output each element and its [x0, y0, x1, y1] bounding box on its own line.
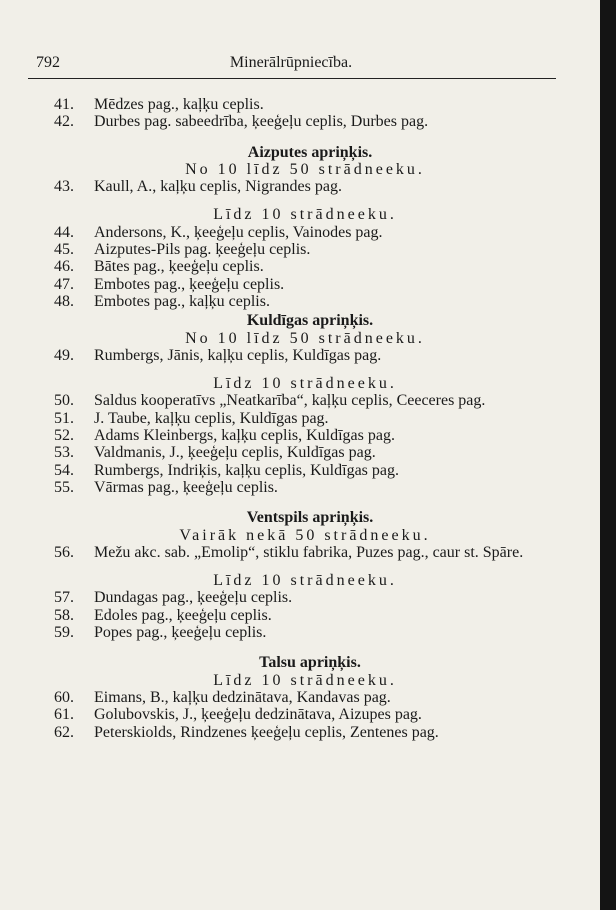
list-item	[0, 392, 560, 409]
entry-number: 46.	[54, 258, 74, 276]
list-item	[0, 462, 560, 479]
entry-text: Eimans, B., kaļķu dedzinātava, Kandavas pag.	[94, 688, 391, 706]
page-number: 792	[36, 54, 60, 71]
list-item	[0, 427, 560, 444]
list-item	[0, 724, 560, 741]
entry-text: Aizputes-Pils pag. ķeeģeļu ceplis.	[94, 241, 311, 259]
worker-count-subheading: Līdz 10 strādneeku.	[213, 375, 397, 393]
scan-edge	[600, 0, 616, 910]
list-item	[0, 689, 560, 706]
entry-number: 61.	[54, 706, 74, 724]
entry-text: Embotes pag., ķeeģeļu ceplis.	[94, 275, 285, 293]
list-item	[0, 410, 560, 427]
entry-text: Mežu akc. sab. „Emolip“, stiklu fabrika, Puzes pag., caur st. Spāre.	[94, 543, 524, 561]
running-title: Minerālrūpniecība.	[229, 54, 353, 71]
entry-number: 49.	[54, 346, 74, 364]
list-item	[0, 347, 560, 364]
spacer	[0, 561, 560, 572]
worker-count-subheading: Līdz 10 strādneeku.	[213, 206, 397, 224]
entry-number: 57.	[54, 589, 74, 607]
entry-number: 59.	[54, 624, 74, 642]
list-item	[0, 113, 560, 130]
entry-text: Edoles pag., ķeeģeļu ceplis.	[94, 606, 272, 624]
list-item	[0, 241, 560, 258]
worker-count-subheading: No 10 līdz 50 strādneeku.	[185, 160, 425, 178]
spacer	[0, 364, 560, 375]
header-rule	[28, 78, 556, 79]
entry-text: Peterskiolds, Rindzenes ķeeģeļu ceplis, Zentenes pag.	[94, 723, 439, 741]
entry-text: Vārmas pag., ķeeģeļu ceplis.	[94, 478, 278, 496]
entry-number: 60.	[54, 688, 74, 706]
entry-number: 48.	[54, 292, 74, 310]
worker-count-subheading: Līdz 10 strādneeku.	[213, 572, 397, 590]
entry-number: 51.	[54, 409, 74, 427]
list-item	[0, 258, 560, 275]
entry-number: 50.	[54, 392, 74, 410]
entry-text: Rumbergs, Indriķis, kaļķu ceplis, Kuldīgas pag.	[94, 461, 399, 479]
worker-count-subheading: No 10 līdz 50 strādneeku.	[185, 329, 425, 347]
entry-number: 62.	[54, 723, 74, 741]
entry-number: 44.	[54, 223, 74, 241]
entry-text: J. Taube, kaļķu ceplis, Kuldīgas pag.	[94, 409, 329, 427]
entry-number: 58.	[54, 606, 74, 624]
entry-text: Valdmanis, J., ķeeģeļu ceplis, Kuldīgas pag.	[94, 444, 376, 462]
entry-text: Andersons, K., ķeeģeļu ceplis, Vainodes pag.	[94, 223, 383, 241]
entry-number: 52.	[54, 427, 74, 445]
list-item	[0, 224, 560, 241]
entry-text: Adams Kleinbergs, kaļķu ceplis, Kuldīgas pag.	[94, 427, 395, 445]
entry-number: 42.	[54, 113, 74, 131]
spacer	[0, 496, 560, 507]
entry-text: Dundagas pag., ķeeģeļu ceplis.	[94, 589, 293, 607]
entry-text: Saldus kooperatīvs „Neatkarība“, kaļķu ceplis, Ceeceres pag.	[94, 392, 486, 410]
spacer	[0, 131, 560, 142]
spacer	[0, 641, 560, 652]
entry-text: Bātes pag., ķeeģeļu ceplis.	[94, 258, 264, 276]
entry-number: 45.	[54, 241, 74, 259]
worker-count-subheading: Līdz 10 strādneeku.	[213, 671, 397, 689]
list-item	[0, 479, 560, 496]
entry-text: Durbes pag. sabeedrība, ķeeģeļu ceplis, Durbes pag.	[94, 113, 429, 131]
district-heading: Kuldīgas apriņķis.	[246, 312, 374, 330]
list-item	[0, 607, 560, 624]
entry-number: 47.	[54, 275, 74, 293]
worker-count-subheading: Vairāk nekā 50 strādneeku.	[179, 526, 431, 544]
list-item	[0, 589, 560, 606]
district-heading: Ventspils apriņķis.	[246, 509, 374, 527]
entry-text: Mēdzes pag., kaļķu ceplis.	[94, 96, 264, 113]
list-item	[0, 624, 560, 641]
entry-number: 53.	[54, 444, 74, 462]
list-item	[0, 544, 560, 561]
list-item	[0, 444, 560, 461]
page-header	[28, 54, 554, 78]
list-item	[0, 96, 560, 113]
entry-number: 55.	[54, 478, 74, 496]
entry-number: 54.	[54, 461, 74, 479]
entry-number: 41.	[54, 96, 74, 113]
entry-number: 56.	[54, 543, 74, 561]
entry-text: Rumbergs, Jānis, kaļķu ceplis, Kuldīgas pag.	[94, 346, 382, 364]
entry-text: Kaull, A., kaļķu ceplis, Nigrandes pag.	[94, 178, 342, 196]
district-heading: Talsu apriņķis.	[259, 654, 361, 672]
list-item	[0, 276, 560, 293]
entry-text: Embotes pag., kaļķu ceplis.	[94, 292, 270, 310]
district-heading: Aizputes apriņķis.	[247, 143, 373, 161]
entry-text: Golubovskis, J., ķeeģeļu dedzinātava, Aizupes pag.	[94, 706, 422, 724]
entry-text: Popes pag., ķeeģeļu ceplis.	[94, 624, 267, 642]
list-item	[0, 293, 560, 310]
list-item	[0, 178, 560, 195]
list-item	[0, 706, 560, 723]
entry-number: 43.	[54, 178, 74, 196]
spacer	[0, 195, 560, 206]
directory-list	[0, 96, 560, 741]
